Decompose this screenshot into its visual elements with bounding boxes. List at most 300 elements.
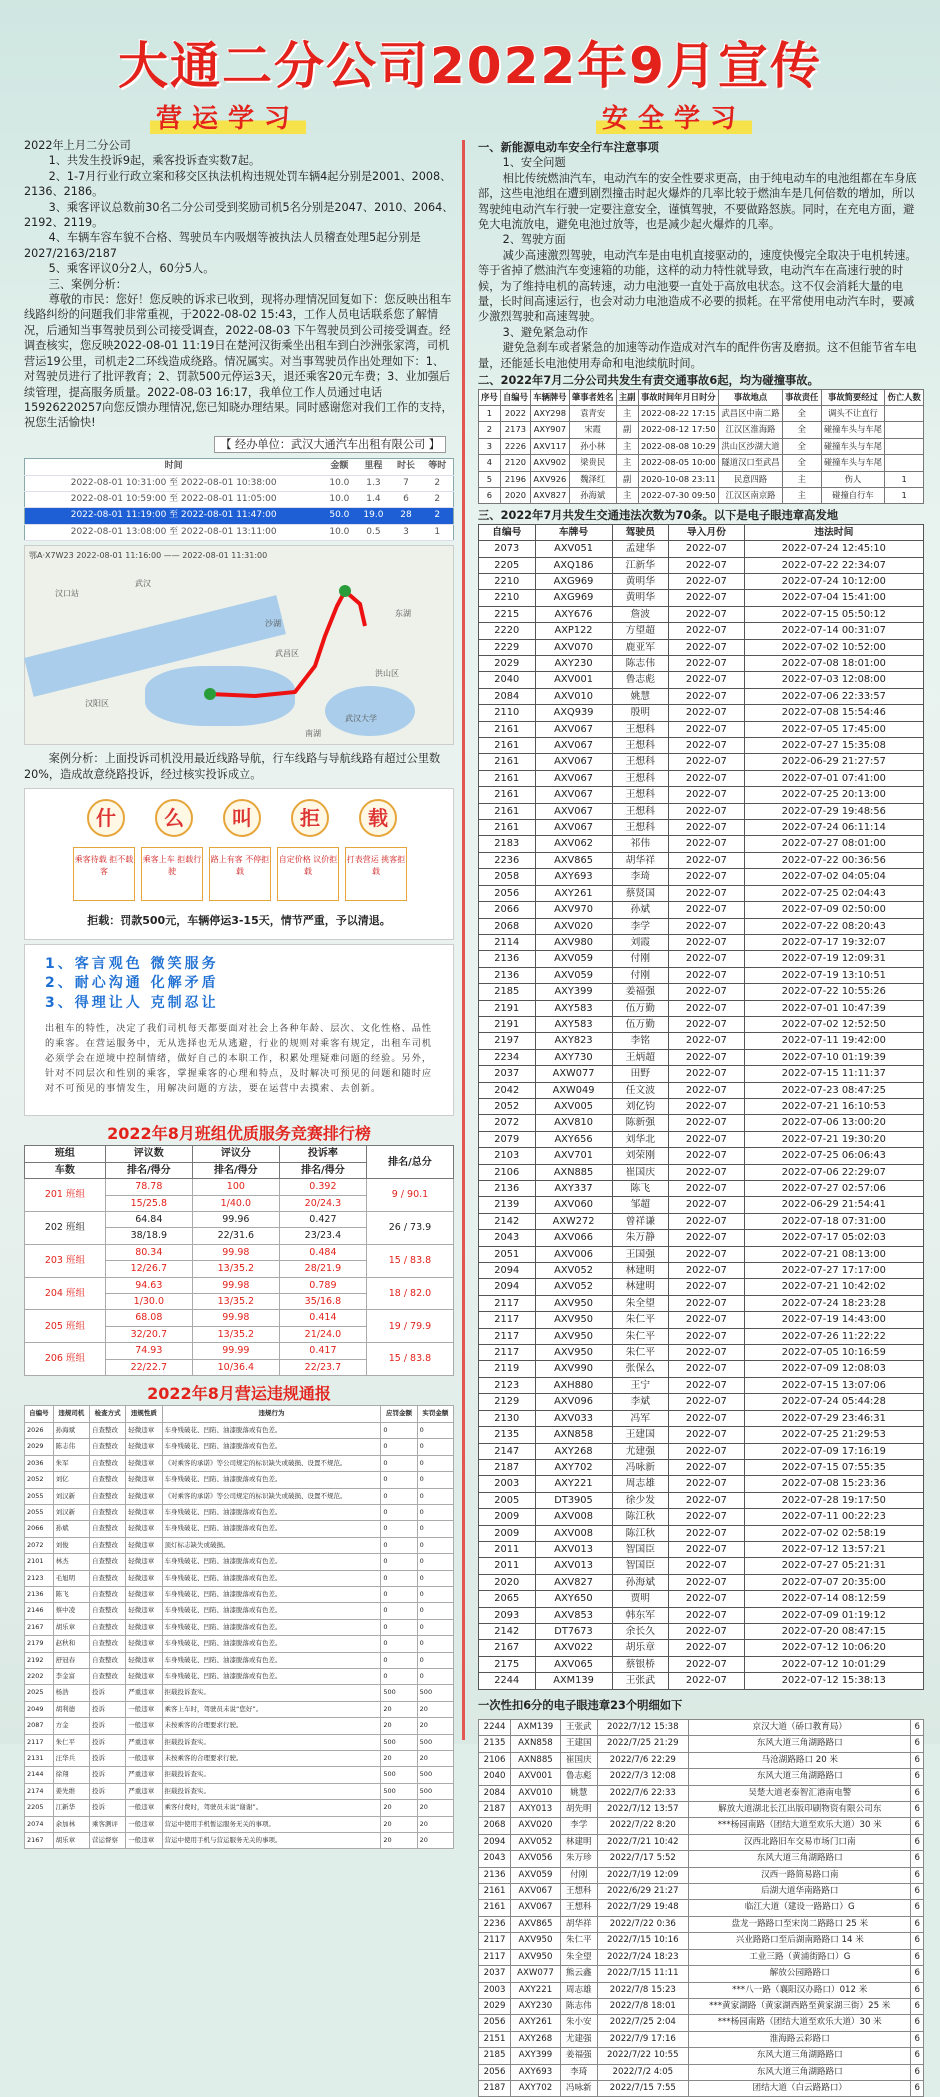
traffic-row [479, 1115, 924, 1131]
traffic-cell: 2022-07 [669, 705, 745, 721]
traffic-cell: 2022-07-19 12:09:31 [744, 951, 923, 967]
accident-cell: 梁贵民 [569, 455, 616, 471]
traffic-cell: AXV059 [535, 967, 612, 983]
six-point-cell: AXV067 [511, 1900, 561, 1916]
traffic-cell: AXV060 [535, 1197, 612, 1213]
violation-cell: 严重违章 [126, 1783, 162, 1799]
violation-row [25, 1718, 454, 1734]
traffic-cell: 2142 [479, 1623, 536, 1639]
violation-row [25, 1472, 454, 1488]
violation-cell: 0 [381, 1521, 417, 1537]
traffic-cell: 2022-07-22 00:36:56 [744, 852, 923, 868]
violation-cell: 2144 [25, 1767, 54, 1783]
rank-cell: 22/22.7 [105, 1359, 192, 1375]
accident-cell: 6 [479, 487, 501, 503]
traffic-cell: 2022-07 [669, 1591, 745, 1607]
traffic-cell: 2123 [479, 1377, 536, 1393]
six-point-cell: 6 [911, 1884, 924, 1900]
six-point-row [479, 1884, 924, 1900]
traffic-cell: 2022-07 [669, 1509, 745, 1525]
violation-cell: 500 [417, 1734, 453, 1750]
case-title: 三、案例分析： [48, 277, 127, 291]
traffic-cell: AXV008 [535, 1509, 612, 1525]
violation-cell: 自查整改 [89, 1636, 125, 1652]
violation-cell: 20 [381, 1718, 417, 1734]
traffic-cell: 2022-07-12 15:38:13 [744, 1673, 923, 1689]
traffic-row [479, 803, 924, 819]
violation-row [25, 1816, 454, 1832]
traffic-cell: 2022-07-25 21:29:53 [744, 1427, 923, 1443]
traffic-cell: 2056 [479, 885, 536, 901]
accident-cell: 孙小林 [569, 438, 616, 454]
traffic-cell: 王张武 [612, 1673, 669, 1689]
rank-cell: 22/31.6 [192, 1228, 279, 1244]
six-point-cell: 马沧湖路路口 20 米 [689, 1752, 911, 1768]
traffic-cell: 2022-07 [669, 1394, 745, 1410]
slogan: 1、客言观色 微笑服务 [45, 955, 219, 972]
accident-cell: 副 [616, 471, 638, 487]
accident-cell: 江汉区南京路 [719, 487, 783, 503]
violation-cell: 一般违章 [126, 1833, 162, 1849]
traffic-cell: 王想科 [612, 770, 669, 786]
traffic-cell: 李铭 [612, 1033, 669, 1049]
traffic-cell: 2022-07-08 15:23:36 [744, 1476, 923, 1492]
trip-cell: 19.0 [356, 508, 390, 524]
violation-cell: 投诉 [89, 1751, 125, 1767]
violation-cell: 姜先维 [53, 1783, 89, 1799]
traffic-cell: 2022-07 [669, 1098, 745, 1114]
violation-cell: 自查整改 [89, 1488, 125, 1504]
accident-cell: AXV902 [531, 455, 570, 471]
traffic-cell: 2103 [479, 1148, 536, 1164]
traffic-cell: 2022-07 [669, 787, 745, 803]
traffic-row [479, 869, 924, 885]
traffic-cell: DT3905 [535, 1492, 612, 1508]
six-point-cell: AXY261 [511, 2015, 561, 2031]
six-point-cell: 盘龙一路路口至宋岗二路路口 25 米 [689, 1916, 911, 1932]
traffic-cell: 2022-07-10 01:19:39 [744, 1049, 923, 1065]
violation-cell: 自查整改 [89, 1422, 125, 1438]
traffic-cell: 2022-07 [669, 1476, 745, 1492]
violation-row [25, 1537, 454, 1553]
traffic-cell: 2042 [479, 1082, 536, 1098]
trip-cell: 3 [390, 524, 421, 540]
six-point-cell: 汉西一路简易路口南 [689, 1867, 911, 1883]
traffic-cell: 2229 [479, 639, 536, 655]
traffic-cell: AXV070 [535, 639, 612, 655]
violation-cell: 一般违章 [126, 1800, 162, 1816]
traffic-cell: 陈江秋 [612, 1525, 669, 1541]
six-point-cell: 后湖大道华南路路口 [689, 1884, 911, 1900]
column-header: 肇事者姓名 [569, 389, 616, 405]
item: 5、乘客评议0分2人，60分5人。 [48, 262, 215, 276]
traffic-cell: AXV062 [535, 836, 612, 852]
right-column [478, 138, 924, 2097]
traffic-cell: 2022-07-02 10:52:00 [744, 639, 923, 655]
traffic-cell: 2022-07-27 05:21:31 [744, 1558, 923, 1574]
accident-cell: 2022-08-12 17:50 [638, 422, 719, 438]
traffic-cell: 李琦 [612, 869, 669, 885]
six-point-cell: 吴楚大道老泰智汇港南电警 [689, 1785, 911, 1801]
violation-cell: 0 [381, 1652, 417, 1668]
violation-cell: 轻微违章 [126, 1636, 162, 1652]
six-point-row [479, 1834, 924, 1850]
violation-row [25, 1701, 454, 1717]
accident-cell: 2196 [500, 471, 530, 487]
traffic-cell: 王炳超 [612, 1049, 669, 1065]
rank-row [25, 1310, 454, 1326]
six-point-cell: 6 [911, 2015, 924, 2031]
traffic-cell: 2020 [479, 1574, 536, 1590]
traffic-cell: 2022-07 [669, 1131, 745, 1147]
traffic-cell: 2022-07-17 05:02:03 [744, 1230, 923, 1246]
traffic-cell: 2022-07 [669, 1492, 745, 1508]
accident-cell: 碰撞车头与车尾 [821, 422, 885, 438]
violation-cell: 20 [417, 1800, 453, 1816]
traffic-cell: AXY656 [535, 1131, 612, 1147]
violation-cell: 江新华 [53, 1800, 89, 1816]
traffic-row [479, 1328, 924, 1344]
traffic-cell: 2022-07 [669, 1656, 745, 1672]
violation-cell: 0 [381, 1504, 417, 1520]
accident-cell: 调头不让直行 [821, 405, 885, 421]
six-point-cell: 团结大道（白云路路口） [689, 2080, 911, 2096]
six-point-cell: 解放大道湖北长江出版印刷物资有限公司东 [689, 1802, 911, 1818]
six-point-cell: AXY221 [511, 1982, 561, 1998]
violation-row [25, 1455, 454, 1471]
six-point-cell: 东风大道三角湖路路口 [689, 2064, 911, 2080]
six-point-row [479, 1933, 924, 1949]
traffic-cell: 2005 [479, 1492, 536, 1508]
accident-cell: 2022-08-05 10:00 [638, 455, 719, 471]
traffic-cell: 2022-07-02 02:58:19 [744, 1525, 923, 1541]
rank-cell: 20/24.3 [279, 1195, 366, 1211]
violation-cell: 2101 [25, 1554, 54, 1570]
traffic-cell: AXV033 [535, 1410, 612, 1426]
traffic-cell: 2022-07 [669, 1279, 745, 1295]
violation-cell: 车身残破花、凹陷、油漆脱落或有色差。 [162, 1504, 381, 1520]
traffic-cell: 王想科 [612, 820, 669, 836]
trip-row [25, 508, 454, 524]
violation-row [25, 1833, 454, 1849]
traffic-row [479, 672, 924, 688]
section-six-points: 一次性扣6分的电子眼违章23个明细如下 [478, 1698, 683, 1712]
six-point-cell: 崔国庆 [560, 1752, 597, 1768]
violation-cell: 0 [381, 1422, 417, 1438]
column-header: 自编号 [479, 524, 536, 540]
item: 2、1-7月行业行政立案和移交区执法机构违规处罚车辆4起分别是2001、2008、2136、2186。 [24, 169, 452, 199]
traffic-cell: 2022-07 [669, 951, 745, 967]
six-point-cell: 2022/7/9 17:16 [597, 2031, 688, 2047]
violation-cell: 自查整改 [89, 1455, 125, 1471]
violation-cell: 陈志伟 [53, 1439, 89, 1455]
case-text: 尊敬的市民：您好！您反映的诉求已收到，现将办理情况回复如下：您反映出租车线路纠纷的问题我们非常重视，于2022-08-02 15:43，工作人员电话联系您了解情况，后通知当事驾驶员到公司接受调查，2022-08-03 下午驾驶员到公司接受调查。经调查核实，您反映2022-08-01 11:19日在楚河汉街乘坐出租车到白沙洲张家湾，司机营运19公里，司机走2二环线造成绕路。情况属实。对当事驾驶员作出处理如下：1、对驾驶员进行了批评教育；2、罚款500元停运3天，退还乘客20元车费；3、业加强后续管理，提高服务质量。2022-08-03 16:17，我单位工作人员通过电话15926220257向您反馈办理情况,您已知晓办理结果。同时感谢您对我们工作的支持，祝您生活愉快! [24, 293, 453, 430]
violation-cell: 方金 [53, 1718, 89, 1734]
accident-cell: 主 [616, 487, 638, 503]
six-point-cell: 6 [911, 1720, 924, 1736]
traffic-cell: 2022-07-22 10:55:26 [744, 984, 923, 1000]
six-point-cell: 2029 [479, 1998, 511, 2014]
traffic-cell: 2022-07 [669, 1049, 745, 1065]
six-point-cell: 6 [911, 1834, 924, 1850]
traffic-cell: 2029 [479, 656, 536, 672]
traffic-cell: 2161 [479, 754, 536, 770]
traffic-cell: AXV853 [535, 1607, 612, 1623]
violation-cell: 0 [381, 1570, 417, 1586]
traffic-cell: 2022-07-25 20:13:00 [744, 787, 923, 803]
traffic-row [479, 1640, 924, 1656]
traffic-cell: 2197 [479, 1033, 536, 1049]
six-point-cell: 姜福强 [560, 2048, 597, 2064]
violation-cell: 轻微违章 [126, 1652, 162, 1668]
traffic-cell: AXW049 [535, 1082, 612, 1098]
violation-cell: 20 [381, 1800, 417, 1816]
trip-cell: 10.0 [322, 475, 356, 491]
traffic-cell: 2022-07 [669, 1066, 745, 1082]
traffic-cell: 2022-07 [669, 738, 745, 754]
traffic-cell: AXH880 [535, 1377, 612, 1393]
six-point-cell: 2022/7/22 8:20 [597, 1818, 688, 1834]
violation-row [25, 1603, 454, 1619]
violation-cell: 500 [381, 1734, 417, 1750]
violation-cell: 林杰 [53, 1554, 89, 1570]
traffic-cell: AXY268 [535, 1443, 612, 1459]
accident-table [478, 389, 924, 505]
subheading: 2、驾驶方面 [502, 233, 566, 247]
traffic-cell: 2022-07 [669, 656, 745, 672]
traffic-cell: 2022-07 [669, 1328, 745, 1344]
violation-row [25, 1439, 454, 1455]
traffic-cell: 韩东军 [612, 1607, 669, 1623]
traffic-cell: 2037 [479, 1066, 536, 1082]
traffic-cell: 2244 [479, 1673, 536, 1689]
column-header: 违法时间 [744, 524, 923, 540]
violation-cell: 20 [417, 1701, 453, 1717]
six-point-cell: AXY013 [511, 1802, 561, 1818]
violation-cell: 轻微违章 [126, 1668, 162, 1684]
traffic-row [479, 967, 924, 983]
violation-row [25, 1636, 454, 1652]
traffic-cell: AXV051 [535, 541, 612, 557]
map-label: 武汉 [135, 579, 151, 589]
six-point-cell: 2022/7/22 0:36 [597, 1916, 688, 1932]
six-point-table [478, 1719, 924, 2097]
traffic-cell: 2022-07-23 08:47:25 [744, 1082, 923, 1098]
traffic-cell: 2022-07 [669, 1181, 745, 1197]
six-point-cell: 冯咏新 [560, 2080, 597, 2096]
violation-cell: 2202 [25, 1668, 54, 1684]
column-header: 自编号 [25, 1406, 54, 1422]
traffic-cell: 2183 [479, 836, 536, 852]
violation-cell: 500 [417, 1783, 453, 1799]
traffic-cell: AXV980 [535, 934, 612, 950]
six-point-cell: 东风大道三角湖路路口 [689, 1736, 911, 1752]
banner-card: 乘客待载 拒不载客 [73, 847, 135, 901]
traffic-row [479, 852, 924, 868]
traffic-cell: 2022-07 [669, 984, 745, 1000]
traffic-cell: AXY650 [535, 1591, 612, 1607]
traffic-cell: 2022-07-14 00:31:07 [744, 623, 923, 639]
violation-cell: 轻微违章 [126, 1422, 162, 1438]
rank-cell: 0.417 [279, 1343, 366, 1359]
traffic-cell: 朱仁平 [612, 1312, 669, 1328]
violation-cell: 自查整改 [89, 1521, 125, 1537]
violation-cell: 0 [417, 1636, 453, 1652]
violation-cell: 胡乐章 [53, 1833, 89, 1849]
violation-cell: 2074 [25, 1816, 54, 1832]
traffic-row [479, 951, 924, 967]
rank-row [25, 1179, 454, 1195]
accident-cell: AXV827 [531, 487, 570, 503]
traffic-cell: 2022-07-11 00:22:23 [744, 1509, 923, 1525]
traffic-row [479, 1148, 924, 1164]
trip-row [25, 491, 454, 507]
six-point-cell: 临江大道（建设一路路口）G [689, 1900, 911, 1916]
six-point-row [479, 1785, 924, 1801]
accident-cell: 伤人 [821, 471, 885, 487]
service-slogans [24, 944, 454, 1116]
violation-cell: 2049 [25, 1701, 54, 1717]
column-header: 事故地点 [719, 389, 783, 405]
violation-cell: 舒冠春 [53, 1652, 89, 1668]
violation-cell: 轻微违章 [126, 1439, 162, 1455]
traffic-cell: AXV052 [535, 1279, 612, 1295]
traffic-cell: 2022-07-06 13:00:20 [744, 1115, 923, 1131]
subtitle-operations: 营运学习 [150, 98, 306, 135]
banner-char: 什 [87, 799, 125, 837]
traffic-cell: 2022-07-24 05:44:28 [744, 1394, 923, 1410]
violation-cell: 轻微违章 [126, 1521, 162, 1537]
traffic-cell: 2022-07 [669, 1263, 745, 1279]
banner-card: 乘客上车 拒载行驶 [141, 847, 203, 901]
six-point-cell: 2187 [479, 1802, 511, 1818]
violation-cell: 自查整改 [89, 1619, 125, 1635]
traffic-row [479, 606, 924, 622]
six-point-cell: 李学 [560, 1818, 597, 1834]
traffic-cell: 2022-07 [669, 754, 745, 770]
violation-cell: 车身残破花、凹陷、油漆脱落或有色差。 [162, 1586, 381, 1602]
traffic-row [479, 590, 924, 606]
violation-cell: 0 [381, 1603, 417, 1619]
traffic-cell: 刘荣刚 [612, 1148, 669, 1164]
traffic-cell: 2022-07-04 15:41:00 [744, 590, 923, 606]
rank-cell: 0.427 [279, 1212, 366, 1228]
traffic-cell: 冯军 [612, 1410, 669, 1426]
violation-cell: 自查整改 [89, 1603, 125, 1619]
violation-cell: 2136 [25, 1586, 54, 1602]
traffic-cell: 2022-07-21 10:42:02 [744, 1279, 923, 1295]
traffic-row [479, 885, 924, 901]
traffic-cell: 2210 [479, 573, 536, 589]
traffic-cell: AXV067 [535, 754, 612, 770]
violation-cell: 20 [381, 1833, 417, 1849]
accident-cell: 碰撞车头与车尾 [821, 455, 885, 471]
violation-cell: 0 [381, 1472, 417, 1488]
traffic-cell: 2022-07 [669, 1246, 745, 1262]
violation-row [25, 1422, 454, 1438]
traffic-cell: 江新华 [612, 557, 669, 573]
violation-cell: 0 [417, 1537, 453, 1553]
violation-cell: 自查整改 [89, 1504, 125, 1520]
six-point-cell: 2161 [479, 1884, 511, 1900]
traffic-cell: 2051 [479, 1246, 536, 1262]
traffic-cell: 2022-07 [669, 1213, 745, 1229]
six-point-cell: AXN858 [511, 1736, 561, 1752]
rank-team: 202 班组 [25, 1212, 106, 1245]
six-point-row [479, 2015, 924, 2031]
violation-cell: 陈飞 [53, 1586, 89, 1602]
six-point-cell: 朱万珍 [560, 1851, 597, 1867]
accident-cell: 2120 [500, 455, 530, 471]
traffic-cell: 2022-07-21 08:13:00 [744, 1246, 923, 1262]
six-point-cell: 6 [911, 1966, 924, 1982]
traffic-cell: 2022-07-29 23:46:31 [744, 1410, 923, 1426]
traffic-cell: 2117 [479, 1295, 536, 1311]
traffic-cell: 蔡贤国 [612, 885, 669, 901]
six-point-cell: ***杨园南路（团结大道至欢乐大道）30 米 [689, 2015, 911, 2031]
traffic-cell: AXV008 [535, 1525, 612, 1541]
violation-row [25, 1783, 454, 1799]
traffic-cell: 2009 [479, 1525, 536, 1541]
accident-cell: 1 [885, 487, 924, 503]
accident-cell: AXV926 [531, 471, 570, 487]
traffic-cell: 2022-07-15 13:07:06 [744, 1377, 923, 1393]
violation-cell: 《对乘客的承诺》等公司规定的标识缺失或破损、设置不规范。 [162, 1488, 381, 1504]
six-point-cell: 2136 [479, 1867, 511, 1883]
six-point-cell: 2185 [479, 2048, 511, 2064]
violation-cell: 车身残破花、凹陷、油漆脱落或有色差。 [162, 1570, 381, 1586]
traffic-cell: 2022-07-14 08:12:59 [744, 1591, 923, 1607]
traffic-cell: 2022-07 [669, 1427, 745, 1443]
traffic-row [479, 1295, 924, 1311]
traffic-cell: AXN858 [535, 1427, 612, 1443]
traffic-cell: AXV067 [535, 721, 612, 737]
rank-total: 19 / 79.9 [366, 1310, 453, 1343]
traffic-cell: 2191 [479, 1016, 536, 1032]
trip-row [25, 524, 454, 540]
violation-cell: 2167 [25, 1833, 54, 1849]
violation-cell: 2026 [25, 1422, 54, 1438]
six-point-cell: 6 [911, 1752, 924, 1768]
traffic-cell: AXP122 [535, 623, 612, 639]
traffic-row [479, 1197, 924, 1213]
traffic-row [479, 1230, 924, 1246]
traffic-cell: 2022-07-26 11:22:22 [744, 1328, 923, 1344]
six-point-cell: 朱仁平 [560, 1933, 597, 1949]
violation-cell: 一般违章 [126, 1751, 162, 1767]
six-point-row [479, 1720, 924, 1736]
traffic-cell: AXY693 [535, 869, 612, 885]
violation-cell: 轻微违章 [126, 1504, 162, 1520]
six-point-cell: AXV020 [511, 1818, 561, 1834]
accident-cell [885, 422, 924, 438]
violation-cell: 朱军 [53, 1455, 89, 1471]
violation-cell: 0 [381, 1619, 417, 1635]
traffic-cell: AXM139 [535, 1673, 612, 1689]
traffic-cell: AXV052 [535, 1263, 612, 1279]
traffic-cell: AXV067 [535, 770, 612, 786]
traffic-row [479, 902, 924, 918]
six-point-cell: 解放公园路路口 [689, 1966, 911, 1982]
rank-cell: 99.98 [192, 1310, 279, 1326]
traffic-cell: 陈志伟 [612, 656, 669, 672]
six-point-cell: 胡先明 [560, 1802, 597, 1818]
rank-cell: 32/20.7 [105, 1326, 192, 1342]
traffic-cell: 鲁志彪 [612, 672, 669, 688]
rank-cell: 13/35.2 [192, 1294, 279, 1310]
traffic-cell: 王宁 [612, 1377, 669, 1393]
traffic-cell: 付刚 [612, 951, 669, 967]
